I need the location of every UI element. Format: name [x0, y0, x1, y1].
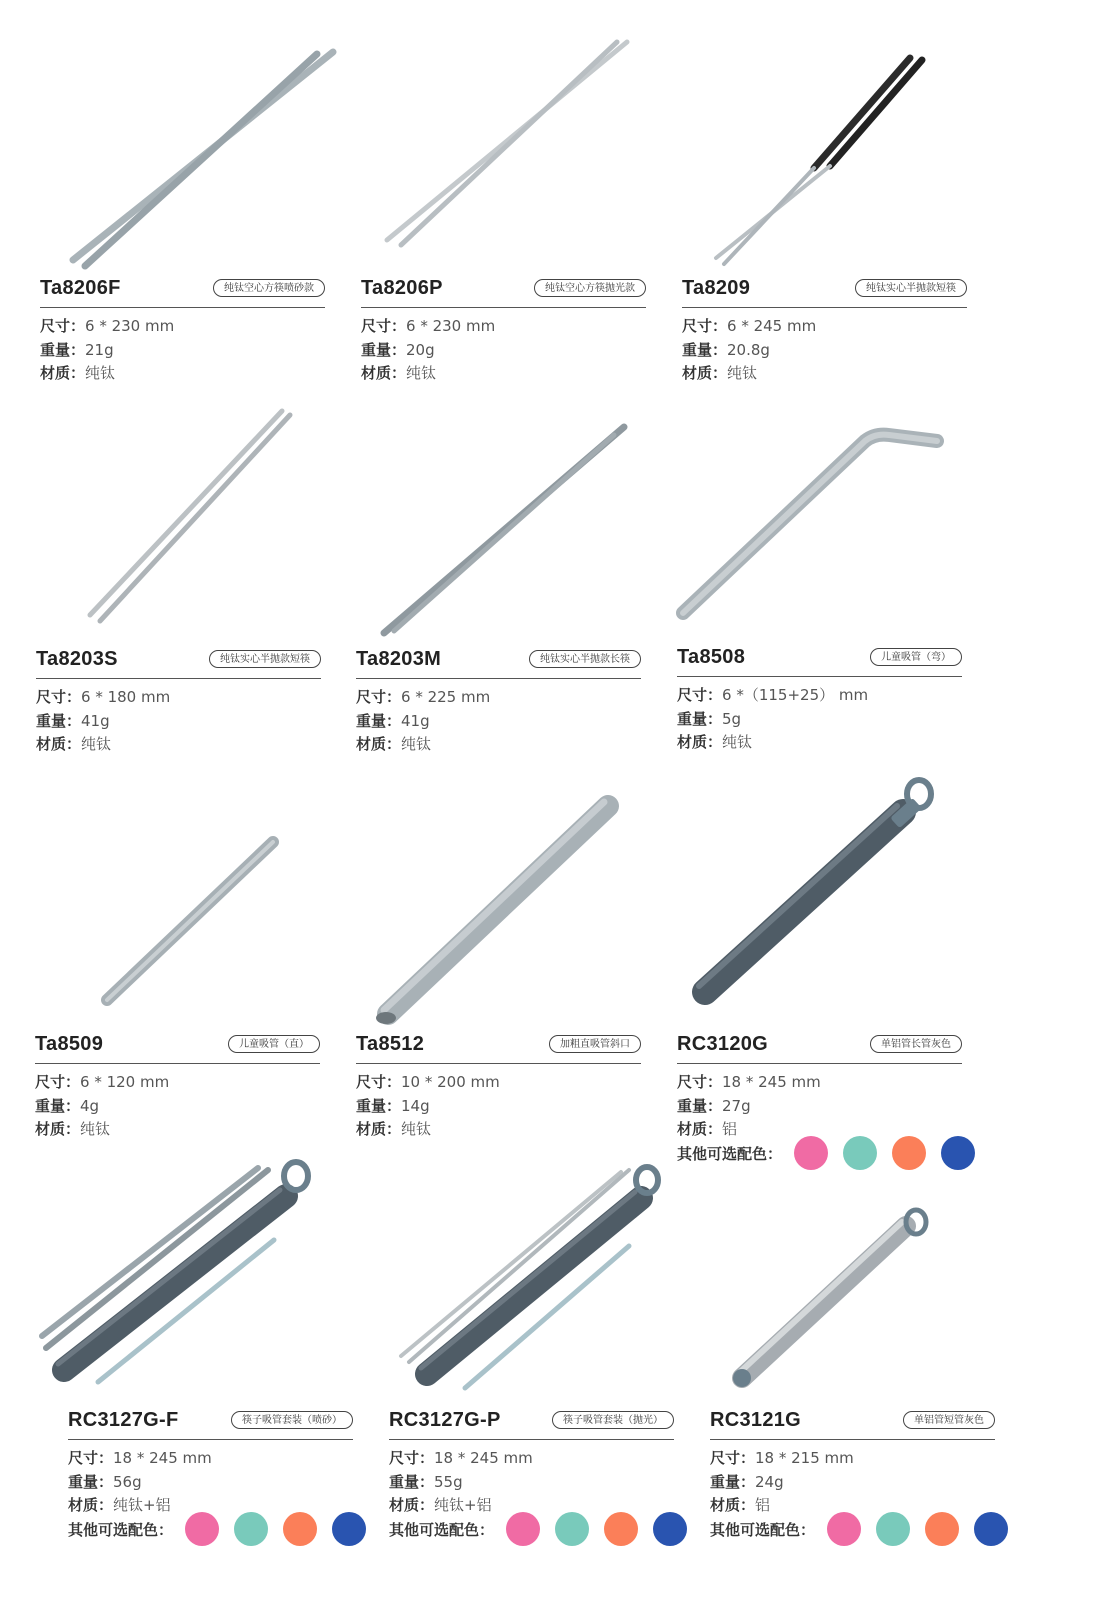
chopsticks-straw-set-image — [34, 1160, 319, 1390]
weight-value: 20g — [406, 340, 435, 359]
product-header — [361, 277, 646, 308]
color-options — [677, 1136, 990, 1170]
weight-value: 14g — [401, 1096, 430, 1115]
material-value: 纯钛 — [722, 733, 753, 751]
product-tag: 儿童吸管（弯） — [870, 648, 962, 666]
product-specs — [36, 686, 170, 757]
product-specs — [40, 315, 174, 386]
material-label: 材质： — [682, 364, 728, 382]
material-value: 纯钛+铝 — [113, 1496, 171, 1514]
size-label: 尺寸： — [389, 1449, 435, 1467]
chopsticks-image — [65, 48, 335, 270]
color-options — [68, 1512, 381, 1546]
color-swatch-mint[interactable] — [555, 1512, 589, 1546]
size-label: 尺寸： — [35, 1073, 81, 1091]
weight-label: 重量： — [356, 1096, 402, 1115]
size-value: 18 * 245 mm — [434, 1449, 533, 1467]
product-code: RC3120G — [677, 1033, 769, 1055]
product-code: Ta8203S — [36, 648, 118, 670]
product-specs — [682, 315, 816, 386]
size-value: 6 * 225 mm — [401, 688, 491, 706]
size-value: 6 * 230 mm — [406, 317, 496, 335]
color-options-label: 其他可选配色： — [710, 1520, 816, 1539]
product-specs — [710, 1447, 854, 1518]
material-label: 材质： — [40, 364, 86, 382]
color-options-label: 其他可选配色： — [389, 1520, 495, 1539]
chopsticks-image — [381, 40, 631, 250]
straight-straw-image — [97, 832, 285, 1012]
color-swatch-blue[interactable] — [653, 1512, 687, 1546]
product-code: Ta8203M — [356, 648, 442, 670]
weight-value: 4g — [80, 1096, 100, 1115]
material-value: 纯钛 — [406, 364, 437, 382]
size-label: 尺寸： — [677, 1073, 723, 1091]
size-value: 6 * 230 mm — [85, 317, 175, 335]
size-label: 尺寸： — [356, 1073, 402, 1091]
product-tag: 筷子吸管套装（抛光） — [552, 1411, 674, 1429]
weight-value: 56g — [113, 1472, 142, 1491]
material-value: 纯钛 — [81, 735, 112, 753]
chopsticks-straw-set-image — [395, 1166, 665, 1394]
material-value: 纯钛 — [401, 1120, 432, 1138]
size-label: 尺寸： — [677, 686, 723, 704]
material-label: 材质： — [356, 735, 402, 753]
weight-label: 重量： — [35, 1096, 81, 1115]
color-swatch-pink[interactable] — [506, 1512, 540, 1546]
weight-value: 20.8g — [727, 340, 770, 359]
product-specs — [389, 1447, 533, 1518]
size-value: 6 * 120 mm — [80, 1073, 170, 1091]
weight-value: 41g — [401, 711, 430, 730]
product-specs — [35, 1071, 169, 1142]
product-code: Ta8206F — [40, 277, 121, 299]
material-label: 材质： — [677, 1120, 723, 1138]
material-label: 材质： — [710, 1496, 756, 1514]
product-tag: 单铝管长管灰色 — [870, 1035, 962, 1053]
size-value: 6 * 180 mm — [81, 688, 171, 706]
weight-value: 21g — [85, 340, 114, 359]
product-code: Ta8509 — [35, 1033, 104, 1055]
bent-straw-image — [675, 425, 947, 625]
product-specs — [356, 1071, 500, 1142]
material-label: 材质： — [356, 1120, 402, 1138]
product-tag: 纯钛实心半抛款短筷 — [209, 650, 321, 668]
color-swatch-pink[interactable] — [827, 1512, 861, 1546]
color-options-label: 其他可选配色： — [68, 1520, 174, 1539]
chopsticks-image — [710, 54, 930, 266]
material-value: 铝 — [722, 1120, 738, 1138]
product-header — [677, 646, 962, 677]
material-label: 材质： — [677, 733, 723, 751]
product-code: RC3121G — [710, 1409, 802, 1431]
color-swatch-blue[interactable] — [941, 1136, 975, 1170]
material-label: 材质： — [68, 1496, 114, 1514]
color-swatch-orange[interactable] — [892, 1136, 926, 1170]
color-swatch-pink[interactable] — [794, 1136, 828, 1170]
weight-value: 41g — [81, 711, 110, 730]
product-header — [36, 648, 321, 679]
product-code: Ta8508 — [677, 646, 746, 668]
color-swatch-blue[interactable] — [974, 1512, 1008, 1546]
material-label: 材质： — [35, 1120, 81, 1138]
weight-label: 重量： — [68, 1472, 114, 1491]
weight-value: 55g — [434, 1472, 463, 1491]
product-tag: 筷子吸管套装（喷砂） — [231, 1411, 353, 1429]
material-value: 铝 — [755, 1496, 771, 1514]
product-tag: 加粗直吸管斜口 — [549, 1035, 641, 1053]
product-tag: 单铝管短管灰色 — [903, 1411, 995, 1429]
size-label: 尺寸： — [356, 688, 402, 706]
material-value: 纯钛 — [401, 735, 432, 753]
product-tag: 纯钛空心方筷喷砂款 — [213, 279, 325, 297]
weight-label: 重量： — [677, 709, 723, 728]
material-value: 纯钛 — [727, 364, 758, 382]
product-specs — [356, 686, 490, 757]
material-value: 纯钛+铝 — [434, 1496, 492, 1514]
chopsticks-image — [84, 407, 294, 627]
color-options — [710, 1512, 1023, 1546]
product-code: RC3127G-F — [68, 1409, 179, 1431]
color-swatch-mint[interactable] — [843, 1136, 877, 1170]
material-label: 材质： — [36, 735, 82, 753]
color-swatch-pink[interactable] — [185, 1512, 219, 1546]
product-header — [389, 1409, 674, 1440]
weight-value: 5g — [722, 709, 742, 728]
size-label: 尺寸： — [68, 1449, 114, 1467]
product-specs — [677, 1071, 821, 1142]
size-label: 尺寸： — [710, 1449, 756, 1467]
product-specs — [361, 315, 495, 386]
product-tag: 纯钛实心半抛款短筷 — [855, 279, 967, 297]
size-value: 18 * 245 mm — [722, 1073, 821, 1091]
size-value: 10 * 200 mm — [401, 1073, 500, 1091]
color-options-label: 其他可选配色： — [677, 1144, 783, 1163]
product-header — [40, 277, 325, 308]
product-header — [35, 1033, 320, 1064]
product-header — [710, 1409, 995, 1440]
color-swatch-orange[interactable] — [283, 1512, 317, 1546]
weight-value: 24g — [755, 1472, 784, 1491]
weight-label: 重量： — [677, 1096, 723, 1115]
short-aluminum-case-image — [728, 1212, 938, 1392]
product-header — [682, 277, 967, 308]
product-specs — [68, 1447, 212, 1518]
product-tag: 纯钛实心半抛款长筷 — [529, 650, 641, 668]
size-label: 尺寸： — [40, 317, 86, 335]
chopsticks-image — [378, 423, 628, 638]
product-specs — [677, 684, 868, 755]
aluminum-case-image — [685, 780, 945, 1008]
weight-label: 重量： — [361, 340, 407, 359]
weight-label: 重量： — [710, 1472, 756, 1491]
product-code: Ta8512 — [356, 1033, 425, 1055]
size-label: 尺寸： — [36, 688, 82, 706]
material-value: 纯钛 — [80, 1120, 111, 1138]
product-code: Ta8206P — [361, 277, 443, 299]
product-header — [356, 1033, 641, 1064]
color-swatch-blue[interactable] — [332, 1512, 366, 1546]
product-code: RC3127G-P — [389, 1409, 501, 1431]
weight-label: 重量： — [682, 340, 728, 359]
material-value: 纯钛 — [85, 364, 116, 382]
color-swatch-mint[interactable] — [876, 1512, 910, 1546]
size-value: 6 *（115+25） mm — [722, 686, 869, 704]
material-label: 材质： — [361, 364, 407, 382]
product-tag: 纯钛空心方筷抛光款 — [534, 279, 646, 297]
product-tag: 儿童吸管（直） — [228, 1035, 320, 1053]
weight-label: 重量： — [389, 1472, 435, 1491]
size-label: 尺寸： — [682, 317, 728, 335]
product-header — [68, 1409, 353, 1440]
thick-straw-image — [368, 796, 618, 1028]
product-header — [677, 1033, 962, 1064]
product-header — [356, 648, 641, 679]
color-swatch-orange[interactable] — [604, 1512, 638, 1546]
weight-label: 重量： — [36, 711, 82, 730]
weight-label: 重量： — [40, 340, 86, 359]
color-options — [389, 1512, 702, 1546]
size-value: 18 * 245 mm — [113, 1449, 212, 1467]
size-value: 6 * 245 mm — [727, 317, 817, 335]
product-code: Ta8209 — [682, 277, 751, 299]
weight-label: 重量： — [356, 711, 402, 730]
size-value: 18 * 215 mm — [755, 1449, 854, 1467]
material-label: 材质： — [389, 1496, 435, 1514]
size-label: 尺寸： — [361, 317, 407, 335]
color-swatch-mint[interactable] — [234, 1512, 268, 1546]
color-swatch-orange[interactable] — [925, 1512, 959, 1546]
weight-value: 27g — [722, 1096, 751, 1115]
